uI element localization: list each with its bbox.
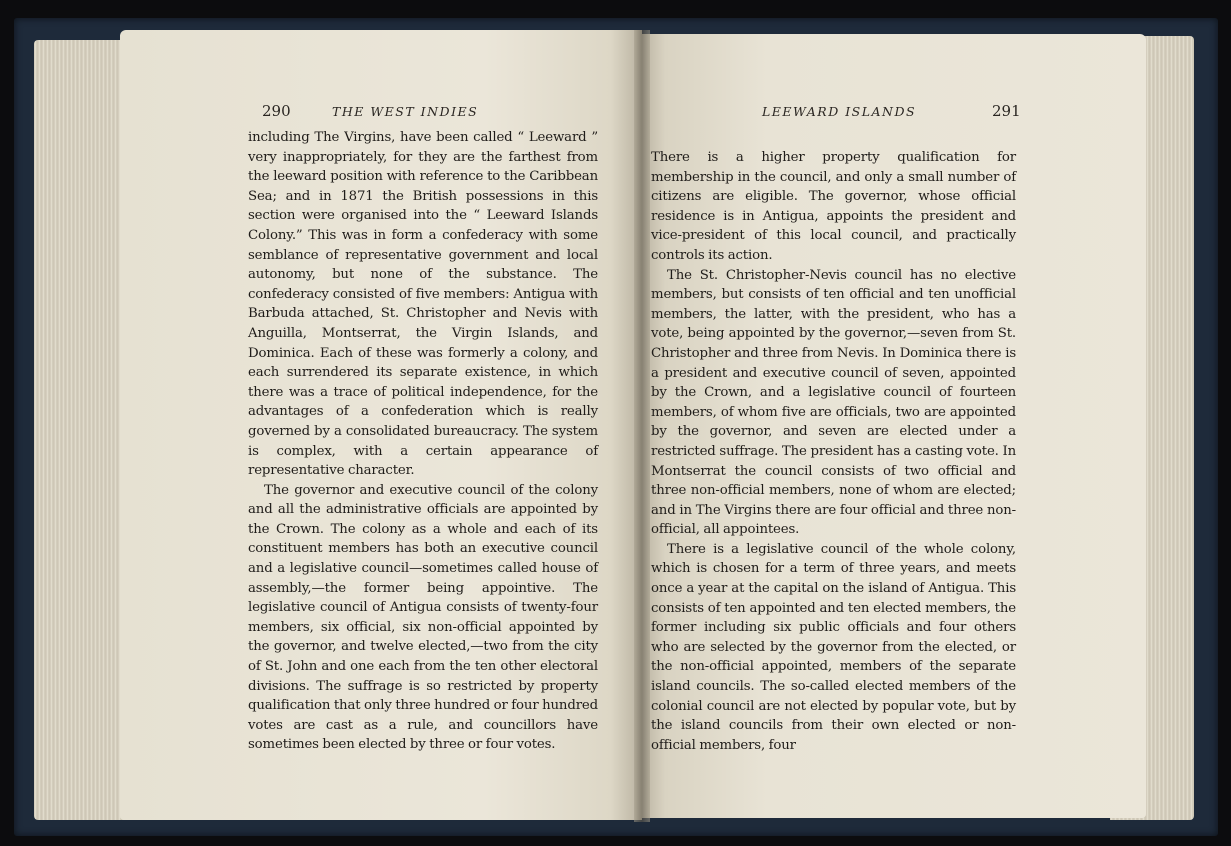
right-page-header: [660, 104, 1030, 126]
right-running-head: LEEWARD ISLANDS: [762, 104, 917, 119]
paragraph: The governor and executive council of the colony and all the administrative officials are appointed by the Crown. The colony as a whole and each of its constituent members has both an executive council and a legislative council—sometimes called house of assembly,—the former being appointive. The legislative council of Antigua consists of twenty-four members, six official, six non-official appointed by the governor, and twelve elected,—two from the city of St. John and one each from the ten other electoral divisions. The suffrage is so restricted by property qualification that only three hundred or four hundred votes are cast as a rule, and councillors have sometimes been elected by three or four votes.: [248, 482, 598, 753]
left-page-number: 290: [262, 102, 291, 120]
left-page-header: [262, 104, 622, 126]
left-page-body: [248, 128, 598, 755]
paragraph: There is a higher property qualification for membership in the council, and only a small number of citizens are eligible. The governor, whose official residence is in Antigua, appoints the president and vice-president of this local council, and practically controls its action.: [651, 150, 1016, 263]
paragraph: There is a legislative council of the whole colony, which is chosen for a term of three years, and meets once a year at the capital on the island of Antigua. This consists of ten appointed and ten elected members, the former including six public officials and four others who are selected by the governor from the elected, or the non-official appointed, members of the separate island councils. The so-called elected members of the colonial council are not elected by popular vote, but by the island councils from their own elected or non-official members, four: [651, 541, 1016, 753]
paragraph: including The Virgins, have been called “ Leeward ” very inappropriately, for they are the farthest from the leeward position with reference to the Caribbean Sea; and in 1871 the British possessions in this section were organised into the “ Leeward Islands Colony.” This was in form a confederacy with some semblance of representative government and local autonomy, but none of the substance. The confederacy consisted of five members: Antigua with Barbuda attached, St. Christopher and Nevis with Anguilla, Montserrat, the Virgin Islands, and Dominica. Each of these was formerly a colony, and each surrendered its separate existence, in which there was a trace of political independence, for the advantages of a confederation which is really governed by a consolidated bureaucracy. The system is complex, with a certain appearance of representative character.: [248, 130, 598, 479]
right-page-body: [651, 148, 1016, 755]
left-running-head: THE WEST INDIES: [332, 104, 479, 119]
book-gutter: [634, 30, 650, 822]
right-page-number: 291: [992, 102, 1021, 120]
paragraph: The St. Christopher-Nevis council has no elective members, but consists of ten official and ten unofficial members, the latter, with the president, who has a vote, being appointed by the governor,—seven from St. Christopher and three from Nevis. In Dominica there is a president and executive council of seven, appointed by the Crown, and a legislative council of fourteen members, of whom five are officials, two are appointed by the governor, and seven are elected under a restricted suffrage. The president has a casting vote. In Montserrat the council consists of two official and three non-official members, none of whom are elected; and in The Virgins there are four official and three non-official, all appointees.: [651, 267, 1016, 538]
